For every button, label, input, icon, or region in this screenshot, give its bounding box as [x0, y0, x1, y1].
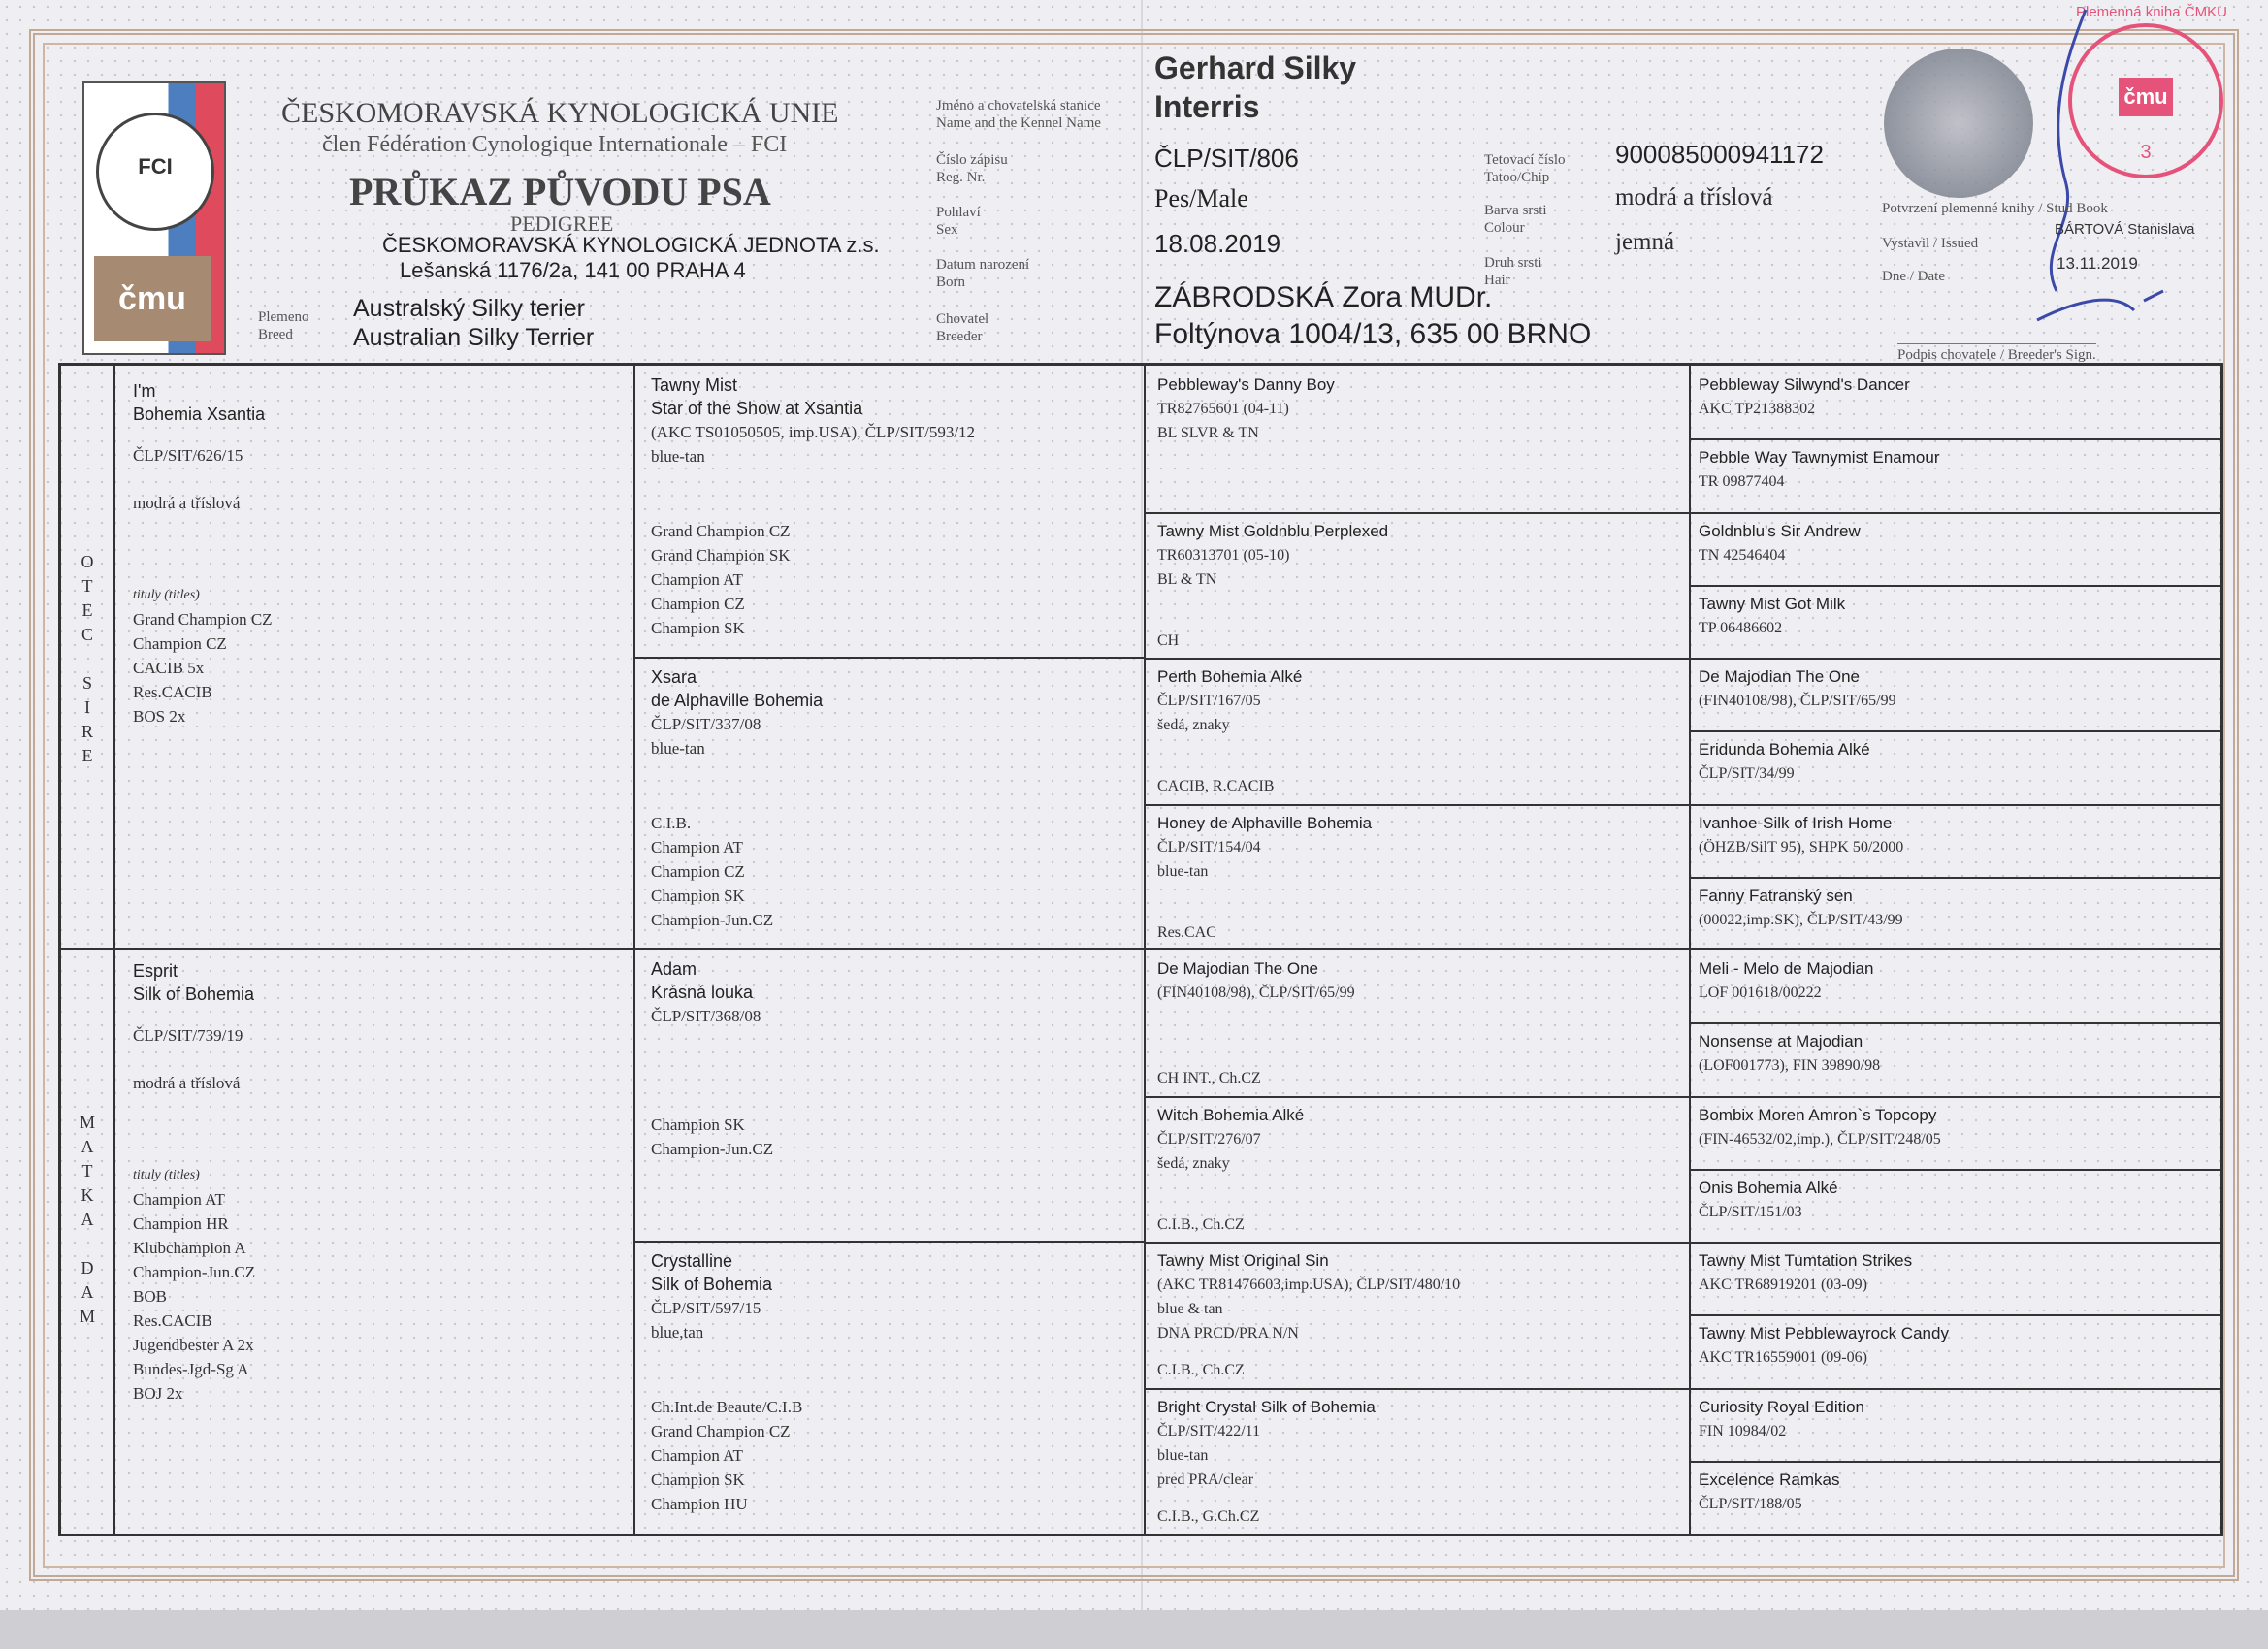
- ancestor-detail: BL SLVR & TN: [1157, 425, 1259, 441]
- fci-cmku-logo: [82, 81, 226, 355]
- ancestor-reg: (AKC TS01050505, imp.USA), ČLP/SIT/593/12: [651, 423, 976, 441]
- title-item: Grand Champion CZ: [133, 610, 273, 629]
- row-divider: [1689, 730, 2220, 732]
- gen4-cell: [1699, 1249, 2213, 1297]
- ancestor-detail: (AKC TR81476603,imp.USA), ČLP/SIT/480/10: [1157, 1277, 1461, 1293]
- gen4-cell: [1699, 812, 2213, 859]
- ancestor-name: Bright Crystal Silk of Bohemia: [1157, 1397, 1376, 1416]
- gen2-cell: [651, 1249, 1136, 1513]
- ancestor-detail: ČLP/SIT/276/07: [1157, 1130, 1261, 1148]
- ancestor-name: Adam: [651, 959, 697, 979]
- title-item: BOS 2x: [133, 707, 186, 726]
- club-address: Lešanská 1176/2a, 141 00 PRAHA 4: [400, 258, 746, 282]
- gen3-cell: [1157, 373, 1681, 509]
- title-item: Champion SK: [651, 1116, 745, 1134]
- ancestor-titles: CACIB, R.CACIB: [1157, 778, 1275, 794]
- ancestor-detail: šedá, znaky: [1157, 1154, 1230, 1172]
- title-item: Bundes-Jgd-Sg A: [133, 1360, 249, 1378]
- dam-letter: A: [81, 1282, 94, 1302]
- ancestor-titles: C.I.B., Ch.CZ: [1157, 1362, 1245, 1378]
- title-item: Champion AT: [133, 1190, 225, 1209]
- row-divider: [1144, 658, 1689, 660]
- title-item: Champion AT: [651, 838, 743, 857]
- ancestor-name: Curiosity Royal Edition: [1699, 1397, 1865, 1416]
- dam-letter: [73, 1232, 102, 1256]
- dam-letter: M: [79, 1307, 95, 1326]
- ancestor-name: Xsara: [651, 667, 697, 687]
- gen2-cell: [651, 665, 1136, 929]
- row-divider: [1689, 1022, 2220, 1024]
- title-item: Champion CZ: [651, 862, 745, 881]
- title-item: Klubchampion A: [133, 1239, 246, 1257]
- ancestor-reg: FIN 10984/02: [1699, 1422, 1787, 1439]
- row-divider: [1144, 804, 1689, 806]
- dog-name-line2: Interris: [1154, 89, 1260, 124]
- ancestor-reg: TR 09877404: [1699, 473, 1785, 491]
- title-item: Champion SK: [651, 1471, 745, 1489]
- ancestor-name: Tawny Mist Tumtation Strikes: [1699, 1251, 1913, 1270]
- title-item: Champion-Jun.CZ: [651, 1140, 774, 1158]
- sire-letter: T: [81, 576, 93, 596]
- ancestor-detail: ČLP/SIT/422/11: [1157, 1422, 1261, 1439]
- row-divider: [1689, 1388, 2220, 1390]
- title-item: Champion CZ: [133, 634, 227, 653]
- breed-label: Plemeno Breed: [258, 309, 309, 342]
- dog-sex: Pes/Male: [1154, 184, 1248, 212]
- ancestor-kennel: Krásná louka: [651, 983, 754, 1002]
- ancestor-kennel: de Alphaville Bohemia: [651, 691, 824, 710]
- ancestor-detail: blue & tan: [1157, 1301, 1223, 1317]
- gen4-cell: [1699, 957, 2213, 1005]
- stamp-text: Plemenná kniha ČMKU: [2076, 4, 2227, 20]
- ancestor-name: Excelence Ramkas: [1699, 1470, 1840, 1489]
- row-divider: [1689, 1461, 2220, 1463]
- gen3-cell: [1157, 957, 1681, 1093]
- gen4-cell: [1699, 1030, 2213, 1078]
- sire-letter: O: [81, 552, 94, 571]
- ancestor-reg: (FIN-46532/02,imp.), ČLP/SIT/248/05: [1699, 1130, 1941, 1148]
- title-item: Champion SK: [651, 887, 745, 905]
- title-item: Grand Champion CZ: [651, 1422, 791, 1440]
- label-breeder-sign: Podpis chovatele / Breeder's Sign.: [1897, 343, 2096, 364]
- row-divider: [1689, 512, 2220, 514]
- title-item: Jugendbester A 2x: [133, 1336, 254, 1354]
- ancestor-name: Meli - Melo de Majodian: [1699, 959, 1874, 978]
- dam-letter: A: [81, 1210, 94, 1229]
- ancestor-name: Tawny Mist Pebblewayrock Candy: [1699, 1324, 1949, 1343]
- ancestor-name: Pebble Way Tawnymist Enamour: [1699, 448, 1940, 468]
- ancestor-reg: (ÖHZB/SilT 95), SHPK 50/2000: [1699, 838, 1904, 856]
- signature: [1979, 0, 2173, 349]
- ancestor-detail: ČLP/SIT/154/04: [1157, 838, 1261, 856]
- ancestor-titles: CH INT., Ch.CZ: [1157, 1070, 1261, 1086]
- row-divider: [1689, 658, 2220, 660]
- ancestor-name: Perth Bohemia Alké: [1157, 667, 1303, 686]
- row-divider: [1689, 585, 2220, 587]
- ancestor-reg: ČLP/SIT/626/15: [133, 446, 243, 465]
- gen4-cell: [1699, 1396, 2213, 1443]
- title-item: Champion HR: [133, 1214, 229, 1233]
- dam-cell: [133, 959, 618, 1406]
- sire-letter: S: [81, 673, 92, 693]
- gen4-cell: [1699, 1104, 2213, 1151]
- ancestor-reg: ČLP/SIT/188/05: [1699, 1495, 1802, 1512]
- gen3-cell: [1157, 665, 1681, 801]
- label-studbook: Potvrzení plemenné knihy / Stud Book: [1882, 201, 2108, 216]
- dog-chip: 900085000941172: [1615, 140, 1824, 169]
- ancestor-name: Witch Bohemia Alké: [1157, 1105, 1305, 1124]
- ancestor-reg: LOF 001618/00222: [1699, 985, 1822, 1001]
- ancestor-name: Onis Bohemia Alké: [1699, 1178, 1838, 1197]
- fci-emblem: FCI: [96, 113, 214, 231]
- ancestor-reg: TP 06486602: [1699, 619, 1783, 636]
- issued-by: BÁRTOVÁ Stanislava: [2055, 221, 2195, 238]
- row-divider: [633, 657, 1144, 659]
- sire-letter: R: [81, 722, 93, 741]
- titles-list: [651, 1113, 773, 1161]
- title-item: Champion HU: [651, 1495, 748, 1513]
- sire-letter: [73, 647, 102, 671]
- label-sex: Pohlaví Sex: [936, 205, 981, 238]
- gen4-cell: [1699, 1469, 2213, 1516]
- ancestor-reg: ČLP/SIT/151/03: [1699, 1203, 1802, 1220]
- row-divider: [1689, 438, 2220, 440]
- gen4-cell: [1699, 738, 2213, 786]
- gen3-cell: [1157, 520, 1681, 656]
- ancestor-name: Goldnblu's Sir Andrew: [1699, 521, 1861, 540]
- row-divider: [1144, 1096, 1689, 1098]
- gen4-cell: [1699, 665, 2213, 713]
- sire-letter: E: [81, 746, 93, 765]
- row-divider: [1144, 1242, 1689, 1244]
- gen3-cell: [1157, 1396, 1681, 1532]
- label-date: Dne / Date: [1882, 269, 1945, 284]
- ancestor-reg: AKC TR68919201 (03-09): [1699, 1277, 1867, 1293]
- titles-label: tituly (titles): [133, 588, 200, 602]
- dam-side-label: [73, 1111, 102, 1329]
- ancestor-name: Ivanhoe-Silk of Irish Home: [1699, 813, 1893, 832]
- ancestor-name: Tawny Mist Original Sin: [1157, 1251, 1329, 1270]
- gen4-cell: [1699, 520, 2213, 567]
- dog-reg-nr: ČLP/SIT/806: [1154, 144, 1299, 173]
- dog-breeder-address: Foltýnova 1004/13, 635 00 BRNO: [1154, 318, 1592, 350]
- ancestor-kennel: Star of the Show at Xsantia: [651, 399, 863, 418]
- ancestor-name: Honey de Alphaville Bohemia: [1157, 813, 1373, 832]
- club-name: ČESKOMORAVSKÁ KYNOLOGICKÁ JEDNOTA z.s.: [382, 233, 880, 257]
- title-item: C.I.B.: [651, 814, 692, 832]
- sire-letter: E: [81, 600, 93, 620]
- ancestor-kennel: Silk of Bohemia: [133, 985, 255, 1004]
- dog-name-line1: Gerhard Silky: [1154, 50, 1357, 85]
- ancestor-reg: ČLP/SIT/597/15: [651, 1299, 761, 1317]
- ancestor-name: Esprit: [133, 961, 178, 981]
- row-divider: [633, 1241, 1144, 1243]
- ancestor-reg: (FIN40108/98), ČLP/SIT/65/99: [1699, 693, 1896, 709]
- document-title: PRŮKAZ PŮVODU PSA: [349, 170, 771, 213]
- gen2-cell: [651, 957, 1136, 1158]
- title-item: BOB: [133, 1287, 167, 1306]
- titles-list: [651, 811, 773, 932]
- ancestor-reg: (LOF001773), FIN 39890/98: [1699, 1057, 1881, 1075]
- title-item: Champion CZ: [651, 595, 745, 613]
- ancestor-name: De Majodian The One: [1157, 959, 1319, 978]
- label-reg: Číslo zápisu Reg. Nr.: [936, 152, 1008, 185]
- ancestor-titles: C.I.B., G.Ch.CZ: [1157, 1507, 1260, 1525]
- ancestor-name: Crystalline: [651, 1251, 733, 1271]
- org-member: člen Fédération Cynologique Internationale – FCI: [322, 132, 788, 157]
- ancestor-name: Tawny Mist Got Milk: [1699, 594, 1846, 613]
- row-divider: [1689, 877, 2220, 879]
- sire-side-label: [73, 550, 102, 768]
- dam-letter: D: [81, 1258, 94, 1277]
- row-divider: [1689, 1314, 2220, 1316]
- ancestor-reg: AKC TP21388302: [1699, 401, 1816, 417]
- ancestor-name: Fanny Fatranský sen: [1699, 886, 1853, 905]
- ancestor-colour: modrá a tříslová: [133, 494, 241, 512]
- ancestor-detail: ČLP/SIT/167/05: [1157, 693, 1261, 709]
- title-item: Champion-Jun.CZ: [133, 1263, 256, 1281]
- row-divider: [1144, 1388, 1689, 1390]
- ancestor-name: I'm: [133, 381, 156, 401]
- ancestor-name: De Majodian The One: [1699, 667, 1861, 686]
- ancestor-detail: pred PRA/clear: [1157, 1471, 1254, 1488]
- gen4-cell: [1699, 885, 2213, 932]
- ancestor-titles: Res.CAC: [1157, 923, 1216, 941]
- title-item: Champion AT: [651, 570, 743, 589]
- title-item: Grand Champion SK: [651, 546, 791, 565]
- ancestor-detail: TR82765601 (04-11): [1157, 401, 1289, 417]
- cmku-emblem: čmu: [94, 256, 211, 341]
- breed-en: Australian Silky Terrier: [353, 324, 595, 351]
- label-colour: Barva srsti Colour: [1484, 203, 1547, 236]
- ancestor-detail: šedá, znaky: [1157, 717, 1230, 733]
- gen3-cell: [1157, 1249, 1681, 1385]
- label-chip: Tetovací číslo Tatoo/Chip: [1484, 152, 1566, 185]
- ancestor-reg: ČLP/SIT/739/19: [133, 1026, 243, 1045]
- row-divider: [1689, 1242, 2220, 1244]
- ancestor-name: Pebbleway Silwynd's Dancer: [1699, 375, 1910, 394]
- title-item: Champion SK: [651, 619, 745, 637]
- gen3-cell: [1157, 812, 1681, 948]
- label-name: Jméno a chovatelská stanice Name and the Kennel Name: [936, 98, 1101, 131]
- title-item: Ch.Int.de Beaute/C.I.B: [651, 1398, 803, 1416]
- ancestor-name: Nonsense at Majodian: [1699, 1032, 1863, 1051]
- row-divider: [1689, 1169, 2220, 1171]
- ancestor-colour: blue-tan: [651, 739, 705, 758]
- sire-letter: I: [84, 697, 90, 717]
- ancestor-name: Tawny Mist Goldnblu Perplexed: [1157, 521, 1389, 540]
- dam-letter: M: [79, 1113, 95, 1132]
- ancestor-name: Pebbleway's Danny Boy: [1157, 375, 1335, 394]
- pedigree-table: [58, 363, 2223, 1536]
- gen2-cell: [651, 373, 1136, 637]
- title-item: Res.CACIB: [133, 1311, 212, 1330]
- gen4-cell: [1699, 1322, 2213, 1370]
- ancestor-detail: (FIN40108/98), ČLP/SIT/65/99: [1157, 985, 1355, 1001]
- gen4-cell: [1699, 373, 2213, 421]
- gen4-cell: [1699, 1177, 2213, 1224]
- gen3-cell: [1157, 1104, 1681, 1240]
- titles-list: [651, 519, 791, 640]
- breed-cz: Australský Silky terier: [353, 295, 585, 322]
- row-divider: [1144, 512, 1689, 514]
- dog-hair: jemná: [1615, 229, 1675, 255]
- titles-label: tituly (titles): [133, 1168, 200, 1182]
- ancestor-name: Tawny Mist: [651, 375, 738, 395]
- row-divider: [1689, 1096, 2220, 1098]
- ancestor-reg: ČLP/SIT/34/99: [1699, 765, 1795, 783]
- ancestor-kennel: Silk of Bohemia: [651, 1275, 773, 1294]
- studbook-stamp: čmu 3: [2068, 23, 2223, 178]
- dam-letter: A: [81, 1137, 94, 1156]
- ancestor-reg: ČLP/SIT/368/08: [651, 1007, 761, 1025]
- ancestor-detail: blue-tan: [1157, 1446, 1209, 1464]
- gen4-cell: [1699, 593, 2213, 640]
- ancestor-colour: blue-tan: [651, 447, 705, 466]
- ancestor-detail: DNA PRCD/PRA N/N: [1157, 1325, 1299, 1342]
- ancestor-titles: CH: [1157, 631, 1180, 649]
- ancestor-reg: AKC TR16559001 (09-06): [1699, 1349, 1867, 1367]
- ancestor-detail: blue-tan: [1157, 862, 1209, 880]
- title-item: BOJ 2x: [133, 1384, 183, 1403]
- ancestor-colour: modrá a tříslová: [133, 1074, 241, 1092]
- ancestor-reg: (00022,imp.SK), ČLP/SIT/43/99: [1699, 911, 1903, 928]
- ancestor-kennel: Bohemia Xsantia: [133, 404, 266, 424]
- row-divider: [1689, 804, 2220, 806]
- ancestor-titles: C.I.B., Ch.CZ: [1157, 1215, 1245, 1233]
- title-item: Res.CACIB: [133, 683, 212, 701]
- ancestor-reg: TN 42546404: [1699, 546, 1786, 564]
- dog-breeder-name: ZÁBRODSKÁ Zora MUDr.: [1154, 281, 1493, 313]
- title-item: CACIB 5x: [133, 659, 205, 677]
- ancestor-detail: BL & TN: [1157, 570, 1217, 588]
- ancestor-colour: blue,tan: [651, 1323, 704, 1342]
- ancestor-reg: ČLP/SIT/337/08: [651, 715, 761, 733]
- ancestor-name: Eridunda Bohemia Alké: [1699, 740, 1870, 760]
- dam-letter: K: [81, 1185, 94, 1205]
- label-born: Datum narození Born: [936, 257, 1030, 290]
- title-item: Champion-Jun.CZ: [651, 911, 774, 929]
- ancestor-detail: TR60313701 (05-10): [1157, 546, 1290, 564]
- titles-list: [651, 1395, 802, 1516]
- ancestor-name: Bombix Moren Amron`s Topcopy: [1699, 1105, 1937, 1124]
- label-hair: Druh srsti Hair: [1484, 255, 1542, 288]
- dam-letter: T: [81, 1161, 93, 1180]
- label-issued: Vystavil / Issued: [1882, 236, 1979, 251]
- document-subtitle: PEDIGREE: [510, 211, 614, 236]
- org-name: ČESKOMORAVSKÁ KYNOLOGICKÁ UNIE: [281, 97, 839, 129]
- sire-letter: C: [81, 625, 93, 644]
- sire-cell: [133, 379, 618, 728]
- title-item: Champion AT: [651, 1446, 743, 1465]
- issue-date: 13.11.2019: [2057, 254, 2138, 273]
- title-item: Grand Champion CZ: [651, 522, 791, 540]
- gen4-cell: [1699, 446, 2213, 494]
- dog-born: 18.08.2019: [1154, 229, 1281, 258]
- label-breeder: Chovatel Breeder: [936, 311, 989, 344]
- dog-colour: modrá a tříslová: [1615, 184, 1773, 210]
